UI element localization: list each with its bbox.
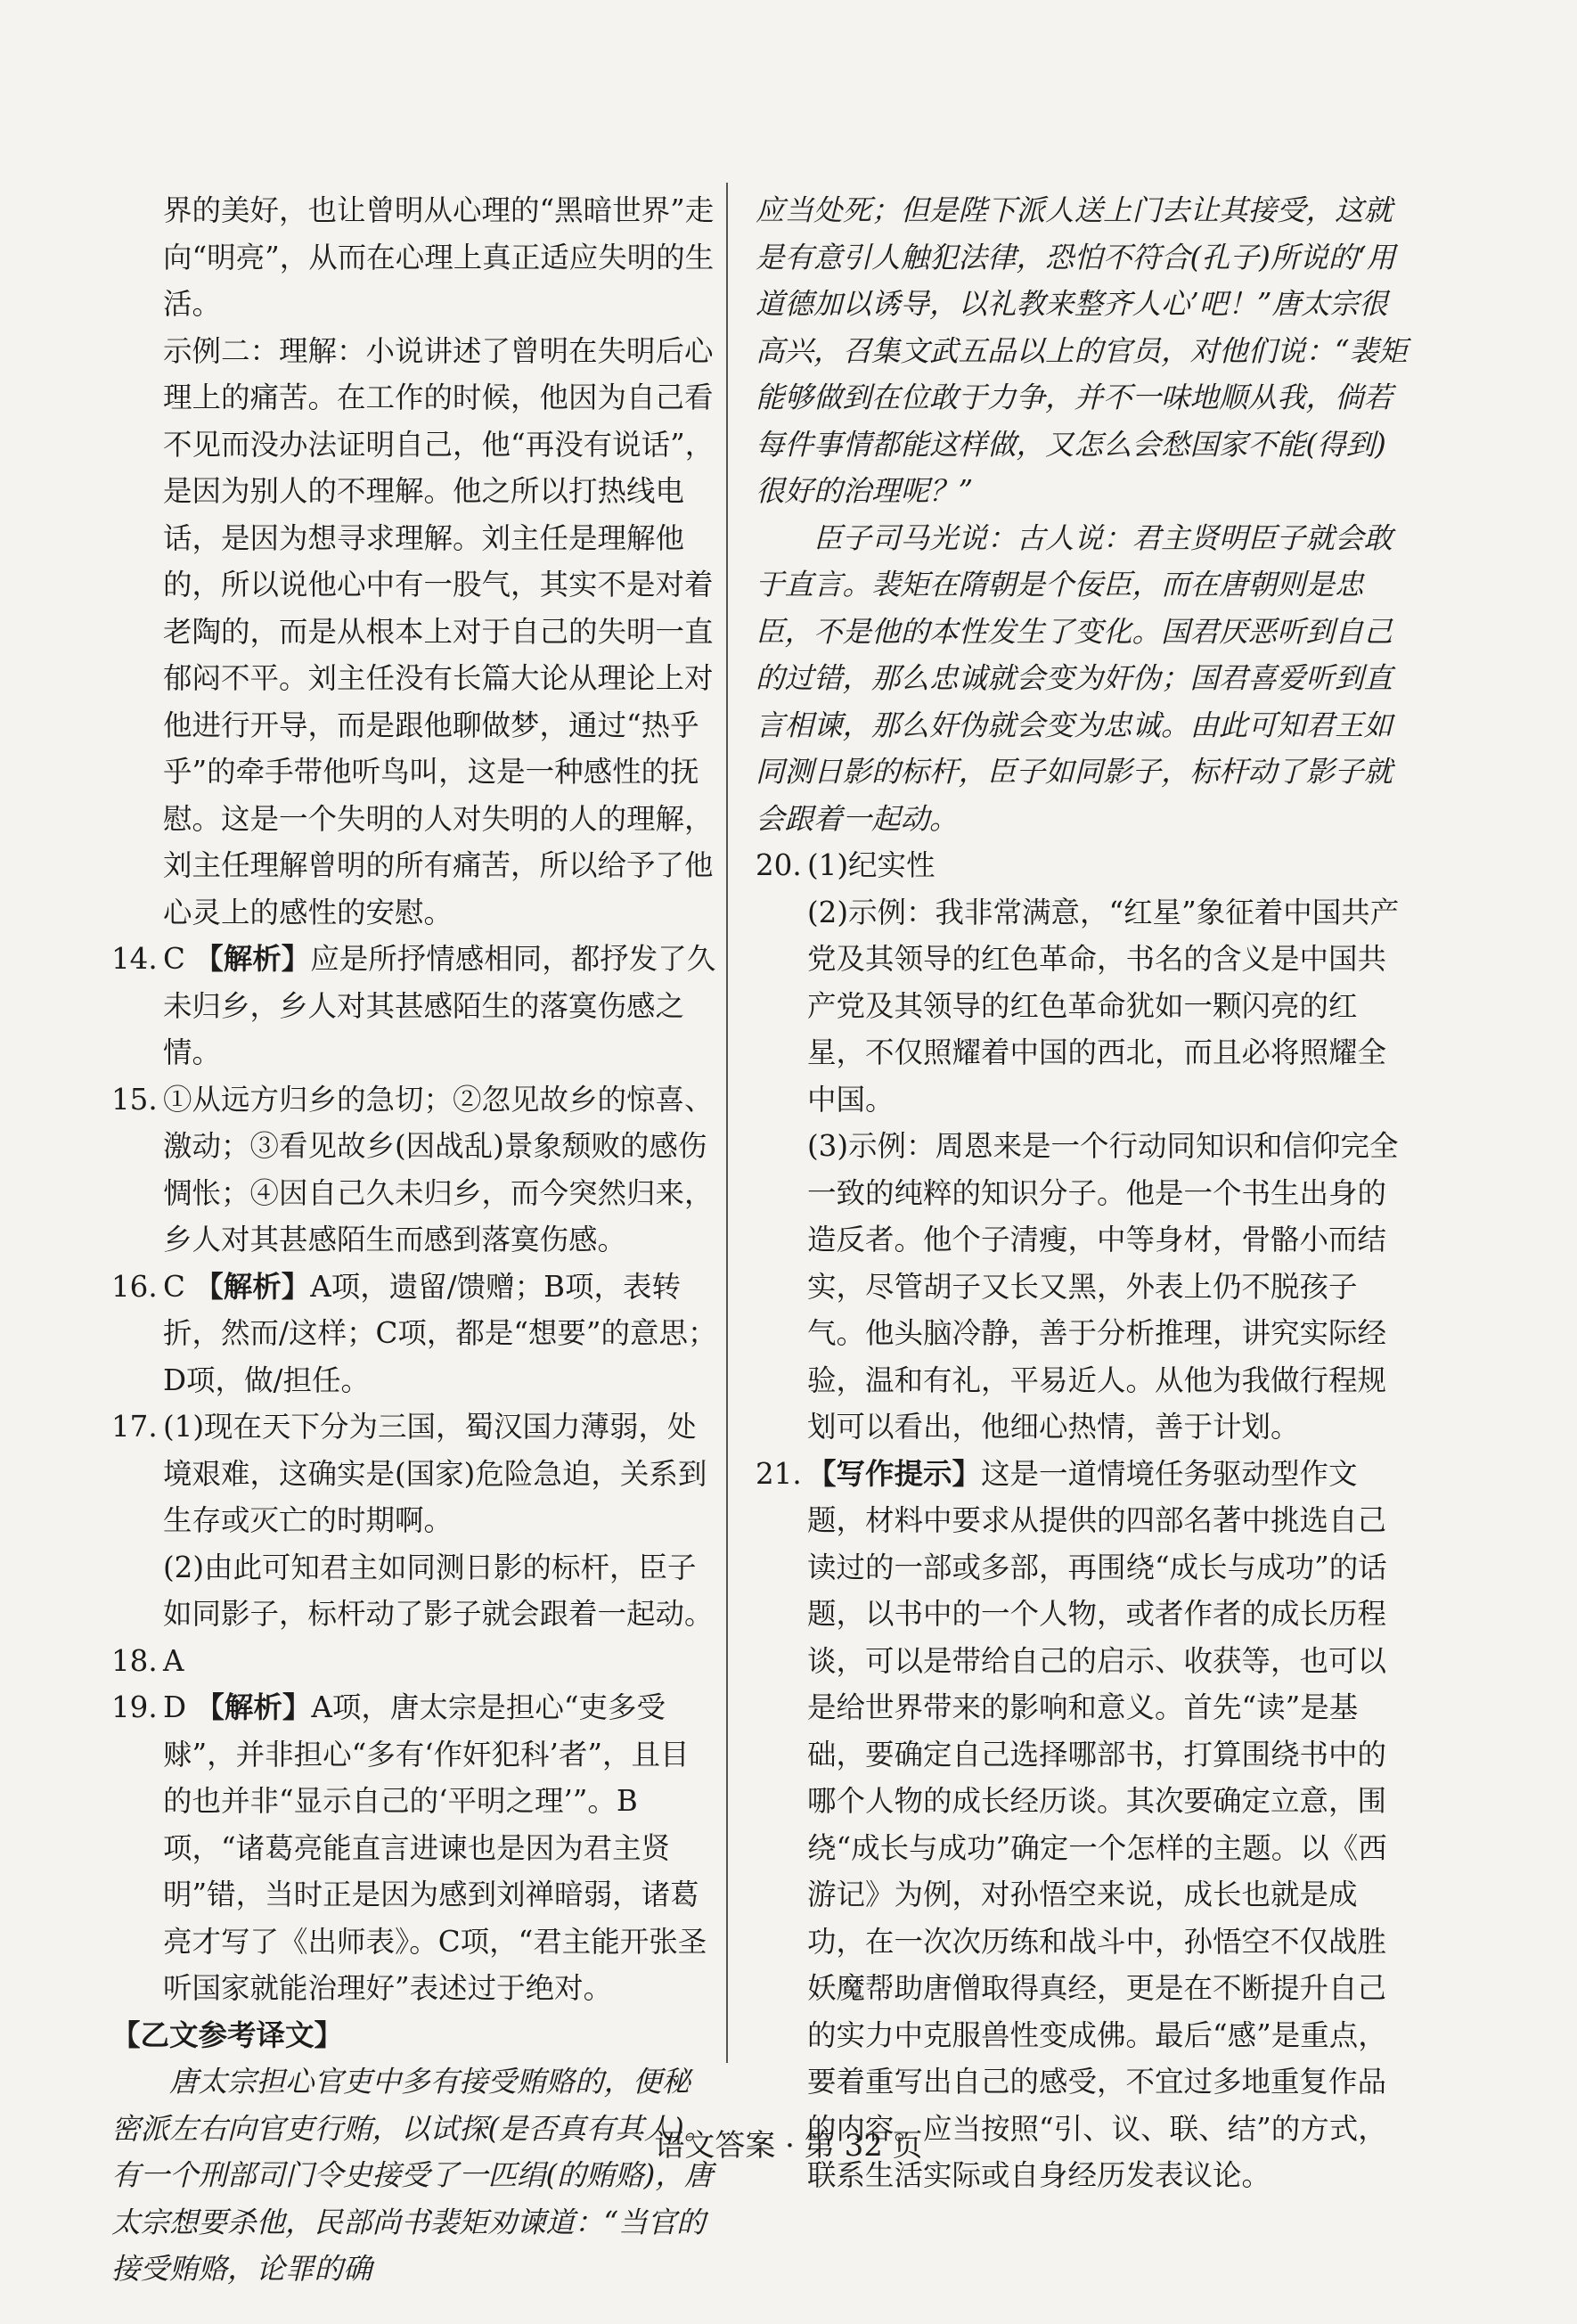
answer-text: A项，遗留/馈赠；B项，表转折，然而/这样；C项，都是“想要”的意思；D项，做/担任。 bbox=[163, 1269, 717, 1397]
column-divider bbox=[726, 183, 728, 2063]
translation-paragraph-1-cont: 应当处死；但是陛下派人送上门去让其接受，这就是有意引人触犯法律，恐怕不符合(孔子)所说的‘用道德加以诱导，以礼教来整齐人心’吧！”唐太宗很高兴，召集文武五品以上的官员，对他们说：“裴矩能够做到在位敢于力争，并不一味地顺从我，倘若每件事情都能这样做，又怎么会愁国家不能(得到)很好的治理呢？” bbox=[756, 193, 1408, 508]
left-column bbox=[111, 187, 717, 2293]
answer-16 bbox=[111, 1264, 717, 1404]
question-number: 15. bbox=[111, 1082, 158, 1117]
question-number: 21. bbox=[756, 1456, 802, 1491]
example-two: 示例二：理解：小说讲述了曾明在失明后心理上的痛苦。在工作的时候，他因为自己看不见而没办法证明自己，他“再没有说话”，是因为别人的不理解。他之所以打热线电话，是因为想寻求理解。刘主任是理解他的，所以说他心中有一股气，其实不是对着老陶的，而是从根本上对于自己的失明一直郁闷不平。刘主任没有长篇大论从理论上对他进行开导，而是跟他聊做梦，通过“热乎乎”的牵手带他听鸟叫，这是一种感性的抚慰。这是一个失明的人对失明的人的理解，刘主任理解曾明的所有痛苦，所以给予了他心灵上的感性的安慰。 bbox=[163, 333, 715, 929]
answer-text: ①从远方归乡的急切；②忽见故乡的惊喜、激动；③看见故乡(因战乱)景象颓败的感伤惆怅；④因自己久未归乡，而今突然归来，乡人对其甚感陌生而感到落寞伤感。 bbox=[163, 1082, 714, 1256]
answer-20-part-3: (3)示例：周恩来是一个行动同知识和信仰完全一致的纯粹的知识分子。他是一个书生出身的造反者。他个子清瘦，中等身材，骨骼小而结实，尽管胡子又长又黑，外表上仍不脱孩子气。他头脑冷静，善于分析推理，讲究实际经验，温和有礼，平易近人。从他为我做行程规划可以看出，他细心热情，善于计划。 bbox=[807, 1129, 1399, 1444]
analysis-tag: 【解析】 bbox=[194, 1268, 311, 1304]
question-number: 18. bbox=[111, 1643, 158, 1678]
translation-paragraph-1: 唐太宗担心官吏中多有接受贿赂的，便秘密派左右向官吏行贿，以试探(是否真有其人)。有一个刑部司门令史接受了一匹绢(的贿赂)，唐太宗想要杀他，民部尚书裴矩劝谏道：“当官的接受贿赂，论罪的确 bbox=[111, 2065, 714, 2286]
answer-21 bbox=[756, 1451, 1415, 2199]
answer-choice: C bbox=[163, 942, 185, 976]
question-number: 16. bbox=[111, 1269, 158, 1304]
answer-20 bbox=[756, 842, 1415, 889]
question-number: 19. bbox=[111, 1690, 158, 1724]
question-number: 20. bbox=[756, 848, 802, 882]
translation-paragraph-2: 臣子司马光说：古人说：君主贤明臣子就会敢于直言。裴矩在隋朝是个佞臣，而在唐朝则是忠臣，不是他的本性发生了变化。国君厌恶听到自己的过错，那么忠诚就会变为奸伪；国君喜爱听到直言相谏，那么奸伪就会变为忠诚。由此可知君王如同测日影的标杆，臣子如同影子，标杆动了影子就会跟着一起动。 bbox=[756, 520, 1393, 836]
answer-19 bbox=[111, 1684, 717, 2012]
answer-text: (1)现在天下分为三国，蜀汉国力薄弱，处境艰难，这确实是(国家)危险急迫，关系到生存或灭亡的时期啊。 bbox=[163, 1410, 707, 1537]
answer-text: (1)纪实性 bbox=[807, 848, 936, 882]
answer-20-part-2: (2)示例：我非常满意，“红星”象征着中国共产党及其领导的红色革命，书名的含义是中国共产党及其领导的红色革命犹如一颗闪亮的红星，不仅照耀着中国的西北，而且必将照耀全中国。 bbox=[807, 895, 1400, 1117]
analysis-tag: 【解析】 bbox=[194, 941, 311, 976]
answer-choice: A bbox=[163, 1643, 184, 1678]
translation-heading: 【乙文参考译文】 bbox=[111, 2017, 344, 2052]
answer-17-part-2: (2)由此可知君主如同测日影的标杆，臣子如同影子，标杆动了影子就会跟着一起动。 bbox=[163, 1550, 714, 1631]
page-footer: 语文答案 · 第 32 页 bbox=[654, 2128, 923, 2164]
question-number: 14. bbox=[111, 942, 158, 976]
example-one-tail: 界的美好，也让曾明从心理的“黑暗世界”走向“明亮”，从而在心理上真正适应失明的生活。 bbox=[163, 193, 715, 321]
writing-tip-tag: 【写作提示】 bbox=[807, 1455, 982, 1491]
answer-text: A项，唐太宗是担心“吏多受赇”，并非担心“多有‘作奸犯科’者”，且目的也并非“显示自己的‘平明之理’”。B项，“诸葛亮能直言进谏也是因为君主贤明”错，当时正是因为感到刘禅暗弱，诸葛亮才写了《出师表》。C项，“君主能开张圣听国家就能治理好”表述过于绝对。 bbox=[163, 1690, 707, 2005]
analysis-tag: 【解析】 bbox=[195, 1690, 312, 1724]
answer-14 bbox=[111, 936, 717, 1076]
answer-choice: D bbox=[163, 1690, 187, 1724]
answer-text: 应是所抒情感相同，都抒发了久未归乡，乡人对其甚感陌生的落寞伤感之情。 bbox=[163, 942, 716, 1069]
answer-choice: C bbox=[163, 1269, 185, 1304]
answer-text: 这是一道情境任务驱动型作文题，材料中要求从提供的四部名著中挑选自己读过的一部或多部，再围绕“成长与成功”的话题，以书中的一个人物，或者作者的成长历程谈，可以是带给自己的启示、收获等，也可以是给世界带来的影响和意义。首先“读”是基础，要确定自己选择哪部书，打算围绕书中的哪个人物的成长经历谈。其次要确定立意，围绕“成长与成功”确定一个怎样的主题。以《西游记》为例，对孙悟空来说，成长也就是成功，在一次次历练和战斗中，孙悟空不仅战胜妖魔帮助唐僧取得真经，更是在不断提升自己的实力中克服兽性变成佛。最后“感”是重点，要着重写出自己的感受，不宜过多地重复作品的内容。应当按照“引、议、联、结”的方式，联系生活实际或自身经历发表议论。 bbox=[807, 1456, 1387, 2192]
question-number: 17. bbox=[111, 1410, 158, 1444]
right-column bbox=[756, 187, 1415, 2199]
answer-15 bbox=[111, 1076, 717, 1264]
answer-17 bbox=[111, 1403, 717, 1544]
answer-18 bbox=[111, 1638, 717, 1685]
